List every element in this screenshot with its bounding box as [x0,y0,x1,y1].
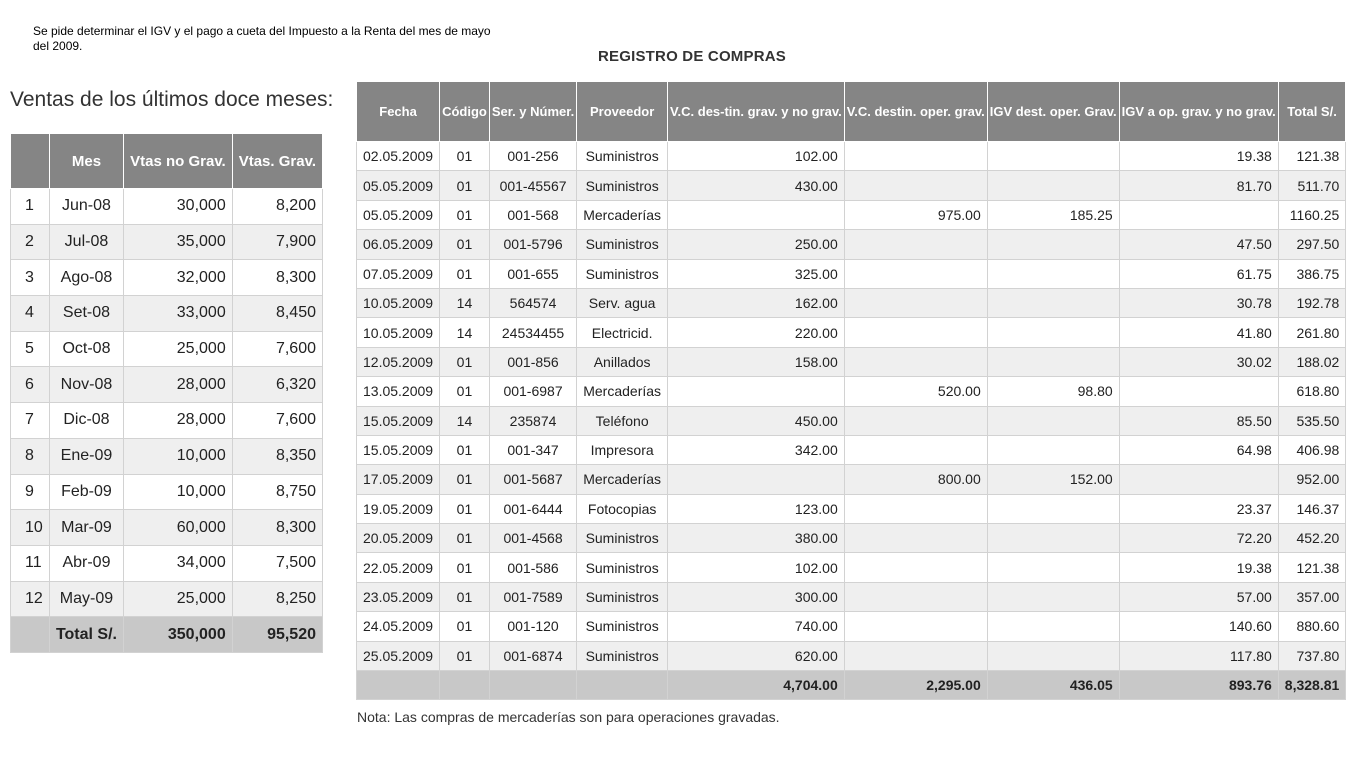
sales-column-header: Mes [49,134,123,189]
purchases-cell: 300.00 [668,582,845,611]
purchases-row [357,288,1346,317]
purchases-cell: 001-256 [489,142,576,171]
sales-cell: Jul-08 [49,224,123,260]
sales-column-header: Vtas. Grav. [232,134,322,189]
purchases-row [357,347,1346,376]
sales-cell: 3 [11,260,50,296]
purchases-cell: 57.00 [1119,582,1278,611]
purchases-cell: 14 [440,318,490,347]
sales-cell: 25,000 [124,331,233,367]
purchases-cell [1119,377,1278,406]
purchases-cell [987,347,1119,376]
purchases-cell: 24.05.2009 [357,612,440,641]
sales-row [11,331,323,367]
purchases-cell: 152.00 [987,465,1119,494]
purchases-row [357,435,1346,464]
sales-cell: 8,300 [232,510,322,546]
purchases-table [356,81,1346,700]
sales-cell: 8,300 [232,260,322,296]
sales-cell: Abr-09 [49,545,123,581]
purchases-cell: 01 [440,524,490,553]
purchases-cell: 121.38 [1278,553,1346,582]
purchases-cell [987,288,1119,317]
purchases-cell: 102.00 [668,142,845,171]
purchases-cell: 81.70 [1119,171,1278,200]
purchases-cell: 001-347 [489,435,576,464]
purchases-row [357,230,1346,259]
sales-cell: Ago-08 [49,260,123,296]
purchases-cell [987,612,1119,641]
purchases-cell: 188.02 [1278,347,1346,376]
purchases-cell: 01 [440,494,490,523]
sales-cell: 9 [11,474,50,510]
purchases-cell: 22.05.2009 [357,553,440,582]
purchases-cell: 737.80 [1278,641,1346,670]
purchases-cell: 001-856 [489,347,576,376]
purchases-cell: 952.00 [1278,465,1346,494]
purchases-cell: 1160.25 [1278,200,1346,229]
purchases-cell: 01 [440,259,490,288]
sales-cell: 30,000 [124,189,233,225]
sales-cell: 7,500 [232,545,322,581]
sales-cell: 8 [11,438,50,474]
purchases-cell: 23.05.2009 [357,582,440,611]
purchases-cell [987,142,1119,171]
sales-cell: 10,000 [124,474,233,510]
sales-cell: 7,600 [232,331,322,367]
purchases-cell [844,406,987,435]
sales-cell: 60,000 [124,510,233,546]
purchases-row [357,318,1346,347]
sales-cell: 2 [11,224,50,260]
purchases-cell: 01 [440,347,490,376]
sales-cell: 8,200 [232,189,322,225]
purchases-cell: 24534455 [489,318,576,347]
purchases-cell: 235874 [489,406,576,435]
sales-column-header: Vtas no Grav. [124,134,233,189]
purchases-cell [844,171,987,200]
purchases-cell [844,347,987,376]
purchases-cell [844,524,987,553]
purchases-cell [987,494,1119,523]
purchases-cell: 14 [440,406,490,435]
purchases-cell: 380.00 [668,524,845,553]
sales-row [11,474,323,510]
purchases-cell: 001-4568 [489,524,576,553]
purchases-cell [987,553,1119,582]
sales-row [11,260,323,296]
purchases-row [357,200,1346,229]
sales-cell: Mar-09 [49,510,123,546]
purchases-cell: 30.02 [1119,347,1278,376]
purchases-cell: 386.75 [1278,259,1346,288]
purchases-cell: Suministros [577,259,668,288]
sales-cell: 7,900 [232,224,322,260]
purchases-cell: 01 [440,435,490,464]
purchases-cell [987,524,1119,553]
purchases-cell: 01 [440,612,490,641]
purchases-cell: 325.00 [668,259,845,288]
purchases-cell: 20.05.2009 [357,524,440,553]
purchases-cell [844,582,987,611]
purchases-cell: 185.25 [987,200,1119,229]
purchases-cell: 564574 [489,288,576,317]
purchases-cell: 342.00 [668,435,845,464]
purchases-cell: 001-6444 [489,494,576,523]
sales-row [11,510,323,546]
purchases-cell: 10.05.2009 [357,288,440,317]
purchases-cell: 001-5687 [489,465,576,494]
sales-row [11,296,323,332]
sales-column-header [11,134,50,189]
sales-cell: Set-08 [49,296,123,332]
purchases-cell: 880.60 [1278,612,1346,641]
purchases-cell: Fotocopias [577,494,668,523]
sales-row [11,189,323,225]
purchases-cell [1119,200,1278,229]
purchases-cell: Suministros [577,524,668,553]
purchases-cell: 30.78 [1119,288,1278,317]
sales-cell: 35,000 [124,224,233,260]
purchases-cell [668,377,845,406]
sales-cell: 11 [11,545,50,581]
sales-cell: 12 [11,581,50,617]
purchases-cell: 117.80 [1119,641,1278,670]
sales-row [11,545,323,581]
purchases-cell: Suministros [577,641,668,670]
purchases-title: REGISTRO DE COMPRAS [598,48,786,65]
purchases-cell: 001-5796 [489,230,576,259]
purchases-cell: Suministros [577,612,668,641]
purchases-cell [987,230,1119,259]
purchases-column-header: V.C. destin. oper. grav. [844,82,987,142]
purchases-column-header: Proveedor [577,82,668,142]
purchases-total-cell [577,671,668,700]
sales-row [11,581,323,617]
purchases-cell: 001-7589 [489,582,576,611]
purchases-cell: 01 [440,230,490,259]
purchases-total-cell: 436.05 [987,671,1119,700]
purchases-cell: 15.05.2009 [357,406,440,435]
purchases-total-cell [357,671,440,700]
purchases-cell: Electricid. [577,318,668,347]
purchases-row [357,465,1346,494]
purchases-cell: 10.05.2009 [357,318,440,347]
purchases-cell: 511.70 [1278,171,1346,200]
purchases-cell [668,465,845,494]
purchases-cell [987,318,1119,347]
purchases-row [357,377,1346,406]
sales-cell: 28,000 [124,367,233,403]
purchases-cell: 121.38 [1278,142,1346,171]
purchases-cell [844,553,987,582]
purchases-cell: 01 [440,465,490,494]
sales-cell: Dic-08 [49,403,123,439]
purchases-cell: Suministros [577,142,668,171]
instructions-line-1: Se pide determinar el IGV y el pago a cueta del Impuesto a la Renta del mes de mayo [33,24,491,38]
sales-row [11,367,323,403]
purchases-cell: Mercaderías [577,377,668,406]
sales-cell: Oct-08 [49,331,123,367]
purchases-row [357,553,1346,582]
purchases-cell [987,435,1119,464]
purchases-cell: 192.78 [1278,288,1346,317]
purchases-total-cell: 893.76 [1119,671,1278,700]
purchases-cell [987,641,1119,670]
purchases-cell [844,494,987,523]
purchases-cell: 25.05.2009 [357,641,440,670]
purchases-cell: 19.05.2009 [357,494,440,523]
sales-title: Ventas de los últimos doce meses: [10,88,334,111]
purchases-cell: 01 [440,171,490,200]
sales-row [11,438,323,474]
sales-cell: 8,350 [232,438,322,474]
purchases-total-cell: 2,295.00 [844,671,987,700]
note-text: Nota: Las compras de mercaderías son para operaciones gravadas. [357,709,780,725]
purchases-cell: 05.05.2009 [357,200,440,229]
purchases-cell: 535.50 [1278,406,1346,435]
sales-cell: 33,000 [124,296,233,332]
sales-cell: 1 [11,189,50,225]
purchases-cell: 05.05.2009 [357,171,440,200]
purchases-cell [987,406,1119,435]
purchases-cell: Anillados [577,347,668,376]
purchases-cell [844,259,987,288]
purchases-row [357,524,1346,553]
purchases-cell [844,435,987,464]
sales-cell: 4 [11,296,50,332]
purchases-cell: 618.80 [1278,377,1346,406]
sales-cell: 28,000 [124,403,233,439]
purchases-cell: Mercaderías [577,465,668,494]
sales-cell: 8,750 [232,474,322,510]
purchases-cell: 01 [440,553,490,582]
sales-cell: 34,000 [124,545,233,581]
purchases-cell: 72.20 [1119,524,1278,553]
purchases-cell [844,641,987,670]
purchases-cell: 23.37 [1119,494,1278,523]
purchases-cell: Suministros [577,553,668,582]
sales-total-cell: Total S/. [49,617,123,653]
purchases-cell: 01 [440,377,490,406]
purchases-cell: 41.80 [1119,318,1278,347]
purchases-cell: 123.00 [668,494,845,523]
purchases-total-row [357,671,1346,700]
purchases-cell: 85.50 [1119,406,1278,435]
purchases-cell [844,318,987,347]
purchases-row [357,612,1346,641]
purchases-column-header: Fecha [357,82,440,142]
purchases-cell: 19.38 [1119,142,1278,171]
instructions-line-2: del 2009. [33,39,83,53]
purchases-cell: 07.05.2009 [357,259,440,288]
sales-total-row [11,617,323,653]
purchases-cell: 357.00 [1278,582,1346,611]
purchases-cell: 220.00 [668,318,845,347]
purchases-cell [844,230,987,259]
purchases-cell: 02.05.2009 [357,142,440,171]
purchases-row [357,406,1346,435]
purchases-cell: 406.98 [1278,435,1346,464]
purchases-cell: Suministros [577,230,668,259]
sales-cell: Feb-09 [49,474,123,510]
sales-total-cell: 350,000 [124,617,233,653]
sales-cell: May-09 [49,581,123,617]
purchases-total-cell [489,671,576,700]
purchases-row [357,259,1346,288]
sales-cell: 25,000 [124,581,233,617]
sales-cell: 6 [11,367,50,403]
sales-header-row [11,134,323,189]
sales-row [11,403,323,439]
sales-cell: 10 [11,510,50,546]
purchases-cell: 158.00 [668,347,845,376]
purchases-cell: 001-45567 [489,171,576,200]
purchases-cell: Mercaderías [577,200,668,229]
sales-cell: 7 [11,403,50,439]
purchases-cell [844,288,987,317]
purchases-row [357,142,1346,171]
purchases-cell: 01 [440,200,490,229]
sales-cell: 6,320 [232,367,322,403]
purchases-column-header: Código [440,82,490,142]
sales-cell: Jun-08 [49,189,123,225]
purchases-cell: 98.80 [987,377,1119,406]
purchases-cell [987,259,1119,288]
purchases-cell: 14 [440,288,490,317]
purchases-cell [844,612,987,641]
sales-table [10,133,323,653]
purchases-cell: 001-6987 [489,377,576,406]
purchases-cell [668,200,845,229]
purchases-cell: 146.37 [1278,494,1346,523]
purchases-cell: 162.00 [668,288,845,317]
purchases-cell: 64.98 [1119,435,1278,464]
purchases-cell: 261.80 [1278,318,1346,347]
purchases-column-header: V.C. des-tin. grav. y no grav. [668,82,845,142]
purchases-cell: 800.00 [844,465,987,494]
purchases-cell: 61.75 [1119,259,1278,288]
purchases-cell [1119,465,1278,494]
purchases-cell: Serv. agua [577,288,668,317]
sales-cell: 32,000 [124,260,233,296]
sales-row [11,224,323,260]
purchases-cell: 620.00 [668,641,845,670]
purchases-column-header: IGV a op. grav. y no grav. [1119,82,1278,142]
instructions-text [33,24,553,54]
purchases-cell: 520.00 [844,377,987,406]
purchases-column-header: IGV dest. oper. Grav. [987,82,1119,142]
purchases-cell: 15.05.2009 [357,435,440,464]
purchases-cell: 12.05.2009 [357,347,440,376]
purchases-cell: 001-655 [489,259,576,288]
purchases-cell: 19.38 [1119,553,1278,582]
purchases-cell: Teléfono [577,406,668,435]
purchases-cell: 01 [440,142,490,171]
purchases-cell: 001-586 [489,553,576,582]
sales-cell: Nov-08 [49,367,123,403]
sales-cell: 7,600 [232,403,322,439]
purchases-total-cell [440,671,490,700]
purchases-cell: 001-568 [489,200,576,229]
purchases-header-row [357,82,1346,142]
purchases-cell: 17.05.2009 [357,465,440,494]
purchases-cell: 102.00 [668,553,845,582]
purchases-cell: 001-6874 [489,641,576,670]
purchases-cell: Suministros [577,582,668,611]
purchases-cell: Suministros [577,171,668,200]
sales-cell: 8,250 [232,581,322,617]
purchases-cell: 13.05.2009 [357,377,440,406]
purchases-cell: 01 [440,582,490,611]
purchases-row [357,171,1346,200]
purchases-cell: 450.00 [668,406,845,435]
sales-cell: 5 [11,331,50,367]
sales-total-cell: 95,520 [232,617,322,653]
sales-cell: 8,450 [232,296,322,332]
purchases-cell: 297.50 [1278,230,1346,259]
sales-total-cell [11,617,50,653]
purchases-cell [987,171,1119,200]
purchases-row [357,494,1346,523]
purchases-row [357,641,1346,670]
purchases-total-cell: 8,328.81 [1278,671,1346,700]
purchases-cell: 140.60 [1119,612,1278,641]
purchases-row [357,582,1346,611]
sales-cell: Ene-09 [49,438,123,474]
purchases-cell: 001-120 [489,612,576,641]
purchases-column-header: Total S/. [1278,82,1346,142]
purchases-cell: Impresora [577,435,668,464]
purchases-cell: 740.00 [668,612,845,641]
purchases-cell: 250.00 [668,230,845,259]
sales-cell: 10,000 [124,438,233,474]
purchases-cell: 452.20 [1278,524,1346,553]
purchases-cell: 06.05.2009 [357,230,440,259]
purchases-total-cell: 4,704.00 [668,671,845,700]
purchases-cell: 975.00 [844,200,987,229]
purchases-cell: 01 [440,641,490,670]
purchases-cell: 47.50 [1119,230,1278,259]
purchases-column-header: Ser. y Númer. [489,82,576,142]
purchases-cell [987,582,1119,611]
purchases-cell [844,142,987,171]
purchases-cell: 430.00 [668,171,845,200]
